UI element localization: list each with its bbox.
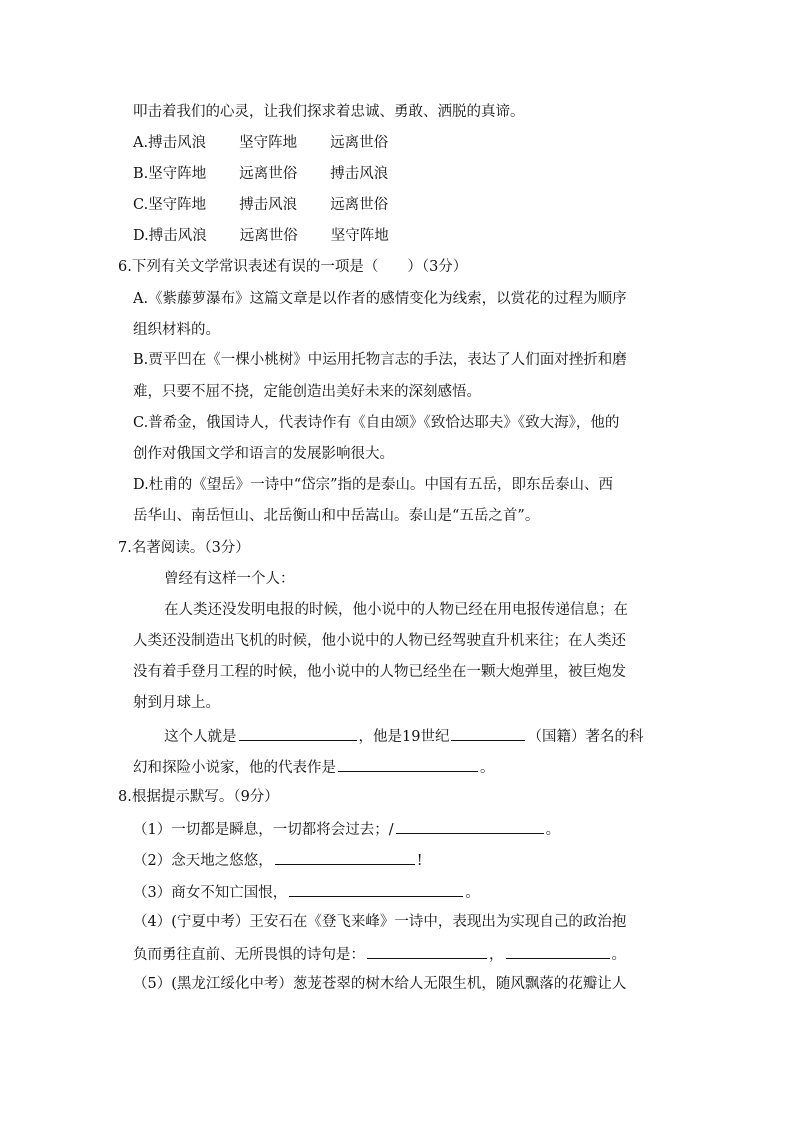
q8-item-3: （3）商女不知亡国恨， 。 <box>133 881 480 903</box>
answer-blank-masterpiece[interactable] <box>338 756 478 772</box>
answer-blank-2[interactable] <box>275 849 415 865</box>
q5-option-b: B.坚守阵地 远离世俗 搏击风浪 <box>133 166 389 182</box>
q6-option-b-line1: B.贾平凹在《一棵小桃树》中运用托物言志的手法，表达了人们面对挫折和磨 <box>133 352 627 368</box>
q5-stem-tail: 叩击着我们的心灵，让我们探求着忠诚、勇敢、洒脱的真谛。 <box>133 104 525 120</box>
q6-stem: 6.下列有关文学常识表述有误的一项是（ ）（3分） <box>118 259 468 275</box>
q7-passage-line2: 人类还没制造出飞机的时候，他小说中的人物已经驾驶直升机来往；在人类还 <box>133 633 626 649</box>
q8-stem: 8.根据提示默写。（9分） <box>118 789 279 805</box>
q6-option-a-line1: A.《紫藤萝瀑布》这篇文章是以作者的感情变化为线索，以赏花的过程为顺序 <box>133 291 627 307</box>
q6-option-a-line2: 组织材料的。 <box>133 322 220 338</box>
q7-question-line2: 幻和探险小说家，他的代表作是 。 <box>133 756 495 778</box>
q6-option-b-line2: 难，只要不屈不挠，定能创造出美好未来的深刻感悟。 <box>133 384 481 400</box>
answer-blank-4b[interactable] <box>506 943 610 959</box>
answer-blank-3[interactable] <box>289 881 463 897</box>
q7-passage-intro: 曾经有这样一个人： <box>164 571 295 587</box>
answer-blank-4a[interactable] <box>367 943 487 959</box>
q7-passage-line3: 没有着手登月工程的时候，他小说中的人物已经坐在一颗大炮弹里，被巨炮发 <box>133 664 626 680</box>
q8-item-5-line1: （5）(黑龙江绥化中考）葱茏苍翠的树木给人无限生机，随风飘落的花瓣让人 <box>133 976 627 992</box>
q7-passage-line1: 在人类还没发明电报的时候，他小说中的人物已经在用电报传递信息；在 <box>164 602 628 618</box>
q6-option-c-line1: C.普希金，俄国诗人，代表诗作有《自由颂》《致恰达耶夫》《致大海》，他的 <box>133 415 620 431</box>
q5-option-c: C.坚守阵地 搏击风浪 远离世俗 <box>133 197 389 213</box>
answer-blank-nationality[interactable] <box>451 725 525 741</box>
q8-item-4-line1: （4）(宁夏中考）王安石在《登飞来峰》一诗中，表现出为实现自己的政治抱 <box>133 914 627 930</box>
q5-option-d: D.搏击风浪 远离世俗 坚守阵地 <box>133 228 389 244</box>
q7-passage-line4: 射到月球上。 <box>133 695 220 711</box>
q8-item-1: （1）一切都是瞬息，一切都将会过去；/ 。 <box>133 818 560 840</box>
q6-option-c-line2: 创作对俄国文学和语言的发展影响很大。 <box>133 446 394 462</box>
q8-item-2: （2）念天地之悠悠， ! <box>133 849 423 871</box>
q5-option-a: A.搏击风浪 坚守阵地 远离世俗 <box>133 135 389 151</box>
q7-question-line1: 这个人就是 ，他是19世纪 （国籍）著名的科 <box>164 725 643 747</box>
q6-option-d-line1: D.杜甫的《望岳》一诗中“岱宗”指的是泰山。中国有五岳，即东岳泰山、西 <box>133 477 614 493</box>
q6-option-d-line2: 岳华山、南岳恒山、北岳衡山和中岳嵩山。泰山是“五岳之首”。 <box>133 508 540 524</box>
q8-item-4-line2: 负而勇往直前、无所畏惧的诗句是： ， 。 <box>133 943 626 965</box>
answer-blank-author[interactable] <box>239 725 357 741</box>
q7-stem: 7.名著阅读。（3分） <box>118 540 250 556</box>
answer-blank-1[interactable] <box>396 818 544 834</box>
